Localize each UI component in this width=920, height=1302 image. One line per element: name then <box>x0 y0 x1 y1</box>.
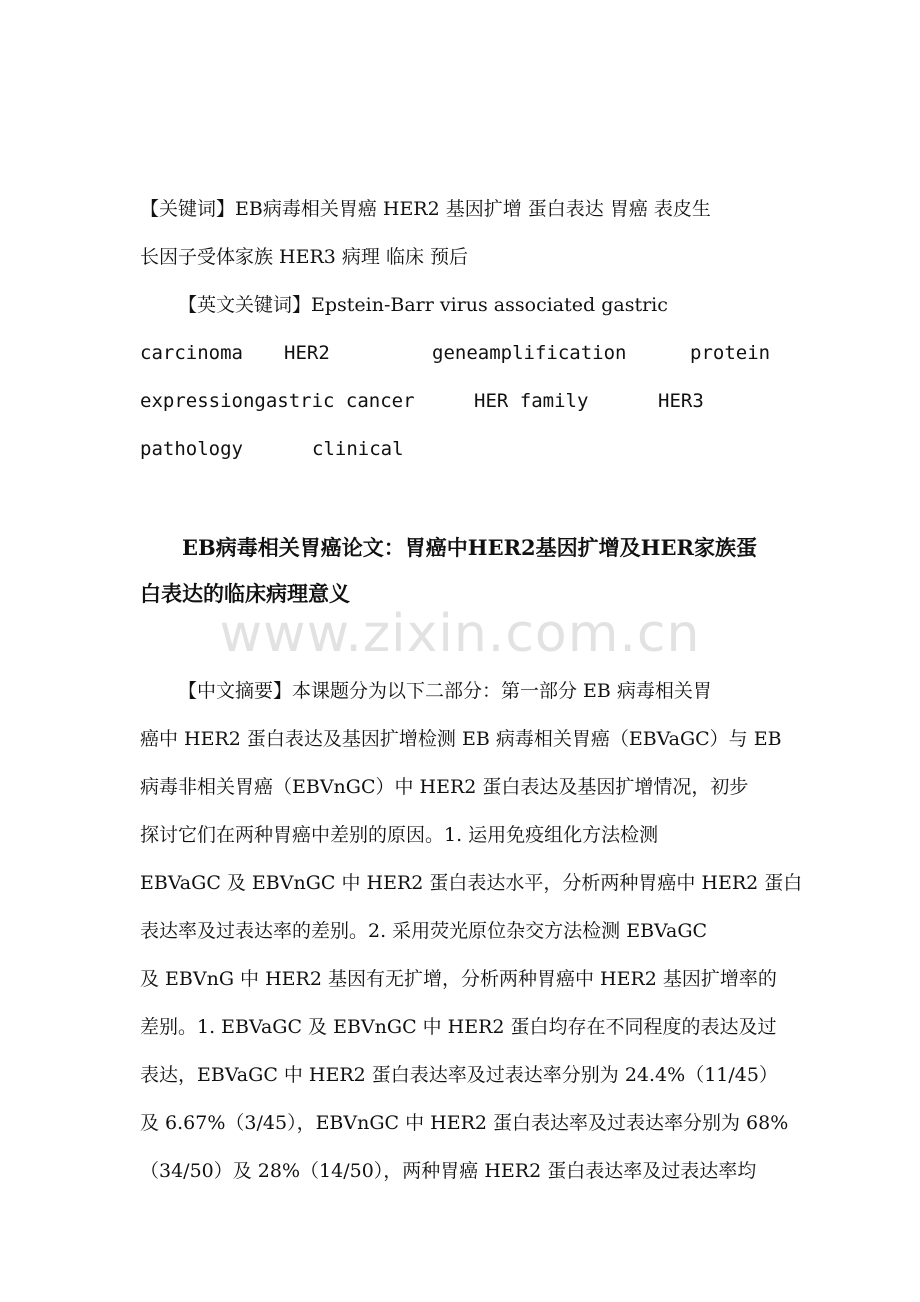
en-keyword: HER3 <box>658 390 704 412</box>
abstract-line: 探讨它们在两种胃癌中差别的原因。1. 运用免疫组化方法检测 <box>140 824 659 846</box>
en-keyword: carcinoma <box>140 342 243 364</box>
en-keyword: clinical <box>312 438 404 460</box>
keywords-line-2: 长因子受体家族 HER3 病理 临床 预后 <box>140 246 468 268</box>
abstract-line: 【中文摘要】本课题分为以下二部分：第一部分 EB 病毒相关胃 <box>178 680 712 702</box>
paper-title-line-1: EB病毒相关胃癌论文：胃癌中HER2基因扩增及HER家族蛋 <box>182 535 757 560</box>
paper-title-line-2: 白表达的临床病理意义 <box>140 581 350 606</box>
keywords-line-1: 【关键词】EB病毒相关胃癌 HER2 基因扩增 蛋白表达 胃癌 表皮生 <box>140 198 711 220</box>
abstract-line: 表达率及过表达率的差别。2. 采用荧光原位杂交方法检测 EBVaGC <box>140 920 708 942</box>
en-keyword: HER2 <box>284 342 330 364</box>
abstract-line: 及 EBVnG 中 HER2 基因有无扩增，分析两种胃癌中 HER2 基因扩增率的 <box>140 968 777 990</box>
watermark: www.zixin.com.cn <box>219 604 701 664</box>
en-keyword: expressiongastric cancer <box>140 390 415 412</box>
abstract-line: EBVaGC 及 EBVnGC 中 HER2 蛋白表达水平，分析两种胃癌中 HER2 蛋白 <box>140 872 803 894</box>
en-keyword: protein <box>690 342 771 364</box>
abstract-line: 病毒非相关胃癌（EBVnGC）中 HER2 蛋白表达及基因扩增情况，初步 <box>140 776 749 798</box>
en-keyword: HER family <box>474 390 589 412</box>
en-keyword: pathology <box>140 438 243 460</box>
abstract-line: 差别。1. EBVaGC 及 EBVnGC 中 HER2 蛋白均存在不同程度的表达及过 <box>140 1016 777 1038</box>
abstract-line: 及 6.67%（3/45），EBVnGC 中 HER2 蛋白表达率及过表达率分别为 68% <box>140 1112 789 1134</box>
abstract-line: （34/50）及 28%（14/50），两种胃癌 HER2 蛋白表达率及过表达率均 <box>140 1160 757 1182</box>
english-keywords-label: 【英文关键词】Epstein-Barr virus associated gastric <box>178 294 668 316</box>
abstract-line: 癌中 HER2 蛋白表达及基因扩增检测 EB 病毒相关胃癌（EBVaGC）与 EB <box>140 728 782 750</box>
abstract-line: 表达，EBVaGC 中 HER2 蛋白表达率及过表达率分别为 24.4%（11/45） <box>140 1064 778 1086</box>
en-keyword: geneamplification <box>432 342 627 364</box>
